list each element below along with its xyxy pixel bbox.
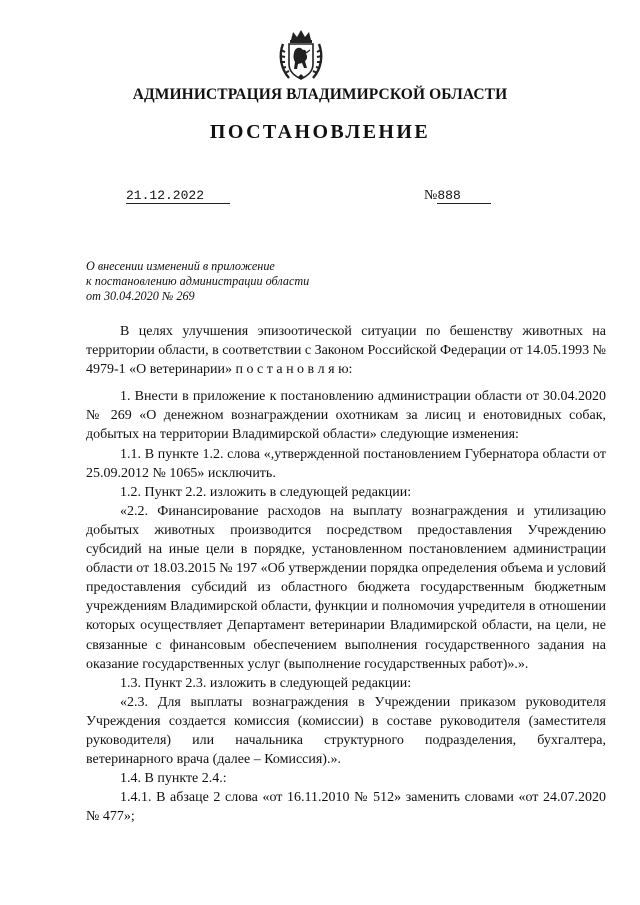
body-paragraph-item-1: 1. Внести в приложение к постановлению администрации области от 30.04.2020 № 269 «О денежном вознаграждении охотникам за лисиц и енотовидных собак, добытых на территории Владимирской области» следующие изменения: <box>86 389 606 443</box>
number-sign: № <box>424 188 438 203</box>
body-paragraph-item-1-3: 1.3. Пункт 2.3. изложить в следующей редакции: <box>120 675 412 691</box>
organization-title: АДМИНИСТРАЦИЯ ВЛАДИМИРСКОЙ ОБЛАСТИ <box>132 86 508 103</box>
emblem-graphic <box>277 28 325 84</box>
body-paragraph-item-1-2: 1.2. Пункт 2.2. изложить в следующей редакции: <box>120 484 412 500</box>
subject-line: от 30.04.2020 № 269 <box>86 289 195 303</box>
document-body <box>86 322 606 826</box>
body-paragraph-preamble: В целях улучшения эпизоотической ситуации по бешенству животных на территории области, в соответствии с Законом Российской Федерации от 14.05.1993 № 4979-1 «О ветеринарии» п о с т а н о в л я ю: <box>86 324 606 378</box>
document-subject <box>86 259 346 304</box>
subject-line: к постановлению администрации области <box>86 274 310 288</box>
document-type: ПОСТАНОВЛЕНИЕ <box>209 121 431 143</box>
subject-line: О внесении изменений в приложение <box>86 259 275 273</box>
body-paragraph-item-1-4: 1.4. В пункте 2.4.: <box>120 771 227 787</box>
number-value: 888 <box>437 189 491 204</box>
body-paragraph-clause-2-3: «2.3. Для выплаты вознаграждения в Учреждении приказом руководителя Учреждения создается комиссия (комиссии) в составе руководителя (заместителя руководителя) или начальника структурного подразделения, бухгалтера, ветеринарного врача (далее – Комиссия).». <box>86 694 606 768</box>
coat-of-arms-icon <box>277 28 325 84</box>
body-paragraph-clause-2-2: «2.2. Финансирование расходов на выплату вознаграждения и утилизацию добытых животных производится посредством предоставления Учреждению субсидий на иные цели в порядке, установленном постановлением администрации области от 18.03.2015 № 197 «Об утверждении порядка определения объема и условий предоставления субсидий из областного бюджета государственным бюджетным учреждениям Владимирской области, функции и полномочия учредителя в отношении которых осуществляет Департамент ветеринарии Владимирской области, на цели, не связанные с финансовым обеспечением выполнения государственного задания на оказание государственных услуг (выполнение государственных работ)».». <box>86 503 607 672</box>
document-number <box>424 189 491 204</box>
document-date: 21.12.2022 <box>126 189 230 204</box>
body-paragraph-item-1-1: 1.1. В пункте 1.2. слова «,утвержденной постановлением Губернатора области от 25.09.2012 № 1065» исключить. <box>86 446 606 481</box>
body-paragraph-item-1-4-1: 1.4.1. В абзаце 2 слова «от 16.11.2010 № 512» заменить словами «от 24.07.2020 № 477»; <box>86 790 606 825</box>
